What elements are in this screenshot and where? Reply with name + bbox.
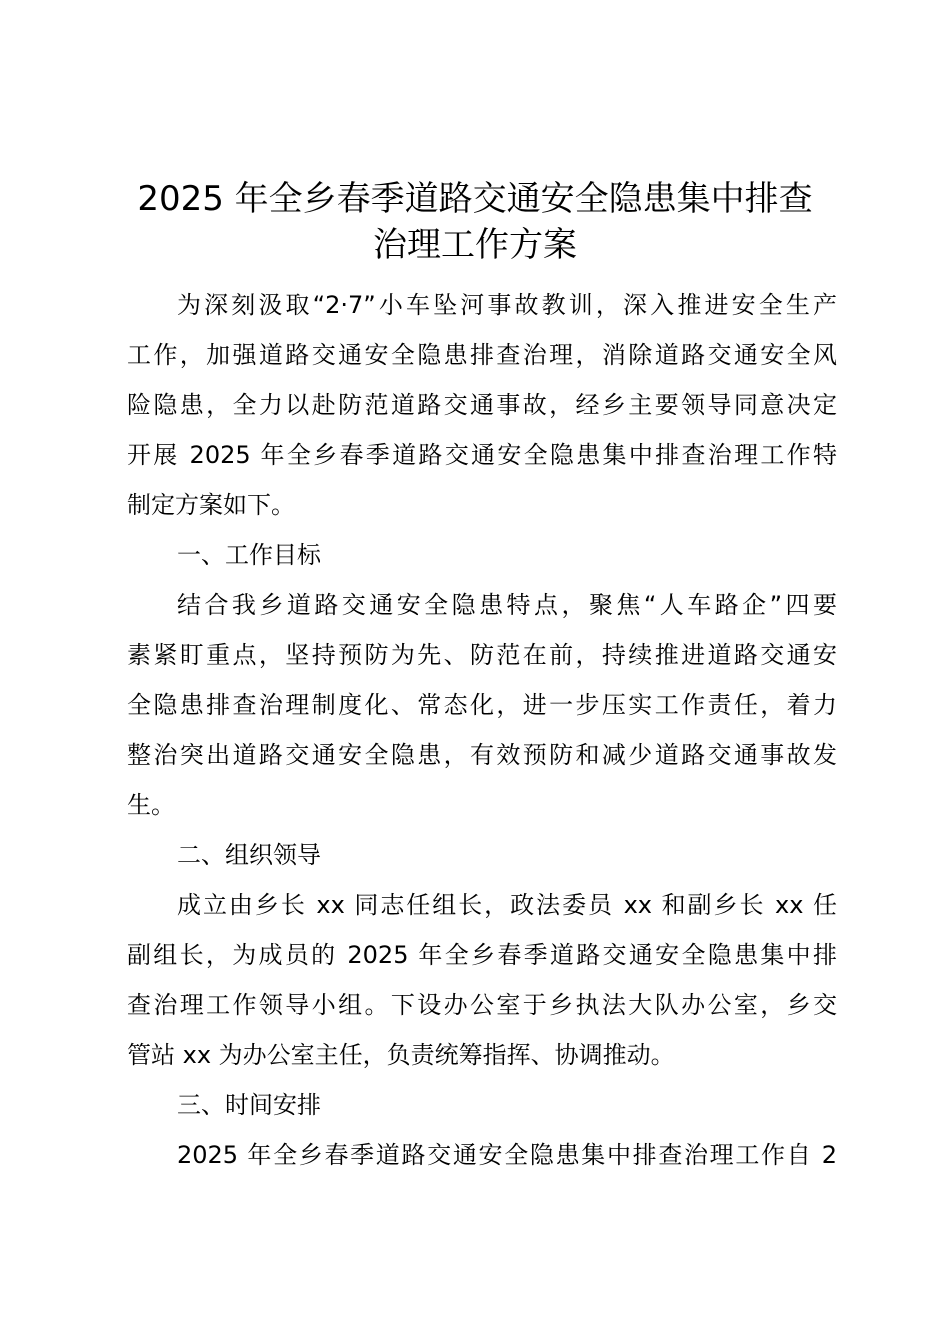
paragraph-organization [127, 880, 837, 1080]
paragraph-line: 2025 年全乡春季道路交通安全隐患集中排查治理工作自 2 [177, 1141, 837, 1169]
paragraph-line: 制定方案如下。 [127, 491, 295, 519]
section-heading: 二、组织领导 [177, 841, 321, 869]
paragraph-line: 成立由乡长 xx 同志任组长，政法委员 xx 和副乡长 xx 任 [177, 891, 837, 919]
paragraph-line: 工作，加强道路交通安全隐患排查治理，消除道路交通安全风 [127, 341, 837, 369]
paragraph-line: 结合我乡道路交通安全隐患特点，聚焦“人车路企”四要 [177, 591, 837, 619]
title-line-2: 治理工作方案 [373, 225, 577, 265]
paragraph-line: 素紧盯重点，坚持预防为先、防范在前，持续推进道路交通安 [127, 641, 837, 669]
title-line-1: 2025 年全乡春季道路交通安全隐患集中排查 [137, 179, 813, 219]
section-heading-goals [127, 530, 837, 580]
paragraph-line: 为深刻汲取“2·7”小车坠河事故教训，深入推进安全生产 [177, 291, 837, 319]
section-heading: 三、时间安排 [177, 1091, 321, 1119]
document-body [127, 280, 837, 1180]
paragraph-goals [127, 580, 837, 830]
paragraph-line: 生。 [127, 791, 175, 819]
paragraph-line: 整治突出道路交通安全隐患，有效预防和减少道路交通事故发 [127, 741, 837, 769]
paragraph-line: 开展 2025 年全乡春季道路交通安全隐患集中排查治理工作特 [127, 441, 837, 469]
paragraph-line: 全隐患排查治理制度化、常态化，进一步压实工作责任，着力 [127, 691, 837, 719]
paragraph-line: 险隐患，全力以赴防范道路交通事故，经乡主要领导同意决定 [127, 391, 837, 419]
section-heading-schedule [127, 1080, 837, 1130]
paragraph-line: 副组长，为成员的 2025 年全乡春季道路交通安全隐患集中排 [127, 941, 837, 969]
section-heading-organization [127, 830, 837, 880]
paragraph-intro [127, 280, 837, 530]
paragraph-schedule [127, 1130, 837, 1180]
paragraph-line: 查治理工作领导小组。下设办公室于乡执法大队办公室，乡交 [127, 991, 837, 1019]
paragraph-line: 管站 xx 为办公室主任，负责统筹指挥、协调推动。 [127, 1041, 675, 1069]
section-heading: 一、工作目标 [177, 541, 321, 569]
document-title [100, 176, 850, 268]
